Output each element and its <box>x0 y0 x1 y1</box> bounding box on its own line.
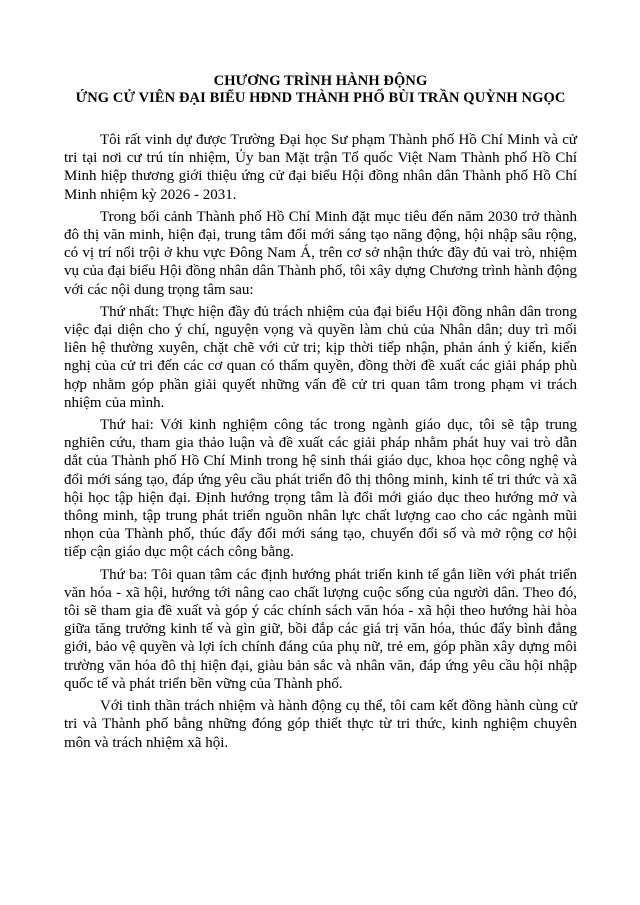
paragraph-commitment: Với tinh thần trách nhiệm và hành động cụ thể, tôi cam kết đồng hành cùng cử tri và Thành phố bằng những đóng góp thiết thực từ tri thức, kinh nghiệm chuyên môn và trách nhiệm xã hội. <box>64 698 577 751</box>
title-line-2: ỨNG CỬ VIÊN ĐẠI BIỂU HĐND THÀNH PHỐ BÙI TRẦN QUỲNH NGỌC <box>75 89 566 106</box>
title-line-1: CHƯƠNG TRÌNH HÀNH ĐỘNG <box>213 73 428 89</box>
document-body <box>64 131 577 752</box>
paragraph-context: Trong bối cảnh Thành phố Hồ Chí Minh đặt mục tiêu đến năm 2030 trở thành đô thị văn minh, hiện đại, trung tâm đổi mới sáng tạo năng động, hội nhập sâu rộng, có vị trí nổi trội ở khu vực Đông Nam Á, trên cơ sở nhận thức đầy đủ vai trò, nhiệm vụ của đại biểu Hội đồng nhân dân Thành phố, tôi xây dựng Chương trình hành động với các nội dung trọng tâm sau: <box>64 208 577 298</box>
paragraph-third-priority: Thứ ba: Tôi quan tâm các định hướng phát triển kinh tế gắn liền với phát triển văn hóa - xã hội, hướng tới nâng cao chất lượng cuộc sống của người dân. Theo đó, tôi sẽ tham gia đề xuất và góp ý các chính sách văn hóa - xã hội theo hướng hài hòa giữa tăng trưởng kinh tế và gìn giữ, bồi đắp các giá trị văn hóa, thúc đẩy bình đẳng giới, bảo vệ quyền và lợi ích chính đáng của phụ nữ, trẻ em, góp phần xây dựng môi trường văn hóa đô thị hiện đại, giàu bản sắc và nhân văn, đáp ứng yêu cầu hội nhập quốc tế và phát triển bền vững của Thành phố. <box>64 566 577 692</box>
document-title <box>64 73 577 106</box>
paragraph-first-priority: Thứ nhất: Thực hiện đầy đủ trách nhiệm của đại biểu Hội đồng nhân dân trong việc đại diện cho ý chí, nguyện vọng và quyền làm chủ của Nhân dân; duy trì mối liên hệ thường xuyên, chặt chẽ với cử tri; kịp thời tiếp nhận, phản ánh ý kiến, kiến nghị của cử tri đến các cơ quan có thẩm quyền, đồng thời đề xuất các giải pháp phù hợp nhằm góp phần giải quyết những vấn đề cử tri quan tâm trong phạm vi trách nhiệm của mình. <box>64 303 577 411</box>
paragraph-second-priority: Thứ hai: Với kinh nghiệm công tác trong ngành giáo dục, tôi sẽ tập trung nghiên cứu, tham gia thảo luận và đề xuất các giải pháp nhằm phát huy vai trò dẫn dắt của Thành phố Hồ Chí Minh trong hệ sinh thái giáo dục, khoa học công nghệ và đổi mới sáng tạo, đáp ứng yêu cầu phát triển đô thị thông minh, kinh tế tri thức và xã hội học tập hiện đại. Định hướng trọng tâm là đổi mới giáo dục theo hướng mở và thông minh, tập trung phát triển nguồn nhân lực chất lượng cao cho các ngành mũi nhọn của Thành phố, thúc đẩy đổi mới sáng tạo, chuyển đổi số và mở rộng cơ hội tiếp cận giáo dục một cách công bằng. <box>64 417 577 561</box>
paragraph-introduction: Tôi rất vinh dự được Trường Đại học Sư phạm Thành phố Hồ Chí Minh và cử tri tại nơi cư trú tín nhiệm, Ủy ban Mặt trận Tổ quốc Việt Nam Thành phố Hồ Chí Minh hiệp thương giới thiệu ứng cử đại biểu Hội đồng nhân dân Thành phố Hồ Chí Minh nhiệm kỳ 2026 - 2031. <box>64 132 577 203</box>
